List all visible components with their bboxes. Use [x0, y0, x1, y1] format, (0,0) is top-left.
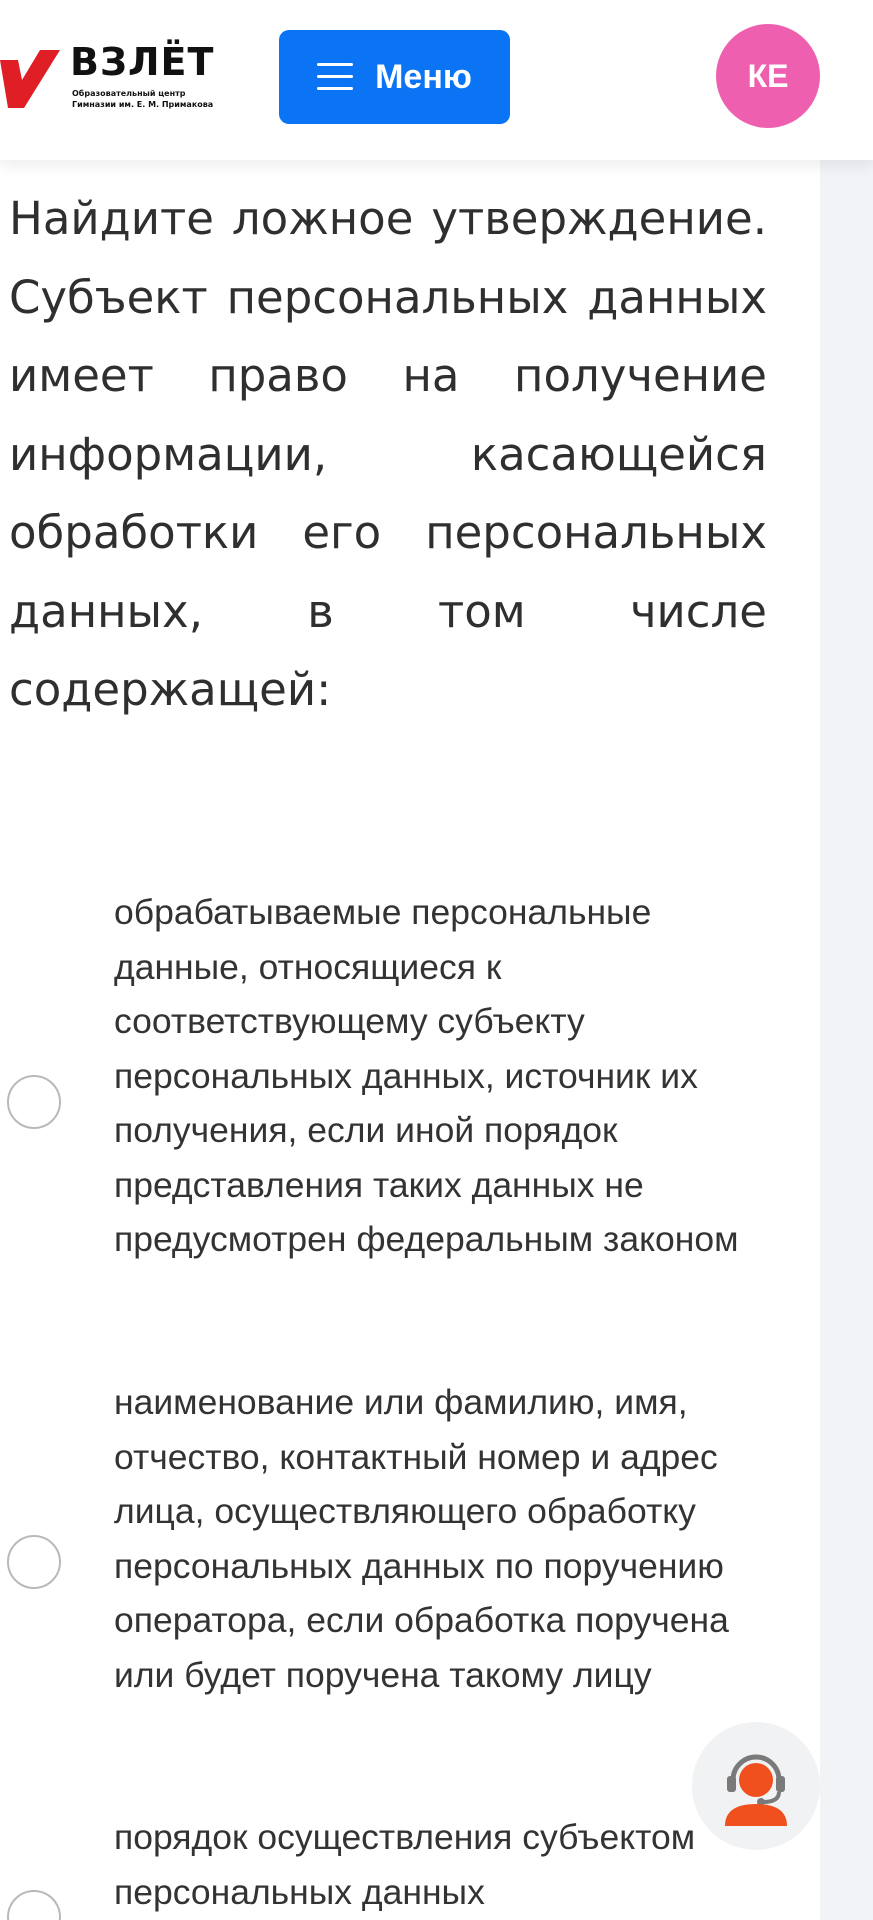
logo-title: ВЗЛЁТ: [70, 40, 215, 84]
avatar[interactable]: КЕ: [716, 24, 820, 128]
radio-button[interactable]: [7, 1890, 61, 1920]
radio-button[interactable]: [7, 1075, 61, 1129]
checkmark-logo-icon: [0, 50, 60, 108]
menu-label: Меню: [375, 57, 472, 96]
logo-subtitle-line1: Образовательный центр: [72, 89, 186, 98]
answer-option-text[interactable]: наименование или фамилию, имя, отчество, контактный номер и адрес лица, осуществляющего обработку персональных данных по поручению оператора, если обработка поручена или будет поручена такому лицу: [114, 1382, 729, 1695]
logo-subtitle-line2: Гимназии им. Е. М. Примакова: [72, 100, 214, 109]
question-text: Найдите ложное утверждение. Субъект персональных данных имеет право на получение информации, касающейся обработки его персональных данных, в том числе содержащей:: [9, 192, 767, 716]
page-side-strip: [820, 160, 873, 1920]
menu-button[interactable]: [279, 30, 510, 124]
answer-option-text[interactable]: порядок осуществления субъектом персональных данных: [114, 1817, 696, 1912]
support-operator-icon: [719, 1746, 793, 1826]
support-chat-button[interactable]: [692, 1722, 820, 1850]
header: [0, 0, 873, 160]
radio-button[interactable]: [7, 1535, 61, 1589]
answer-option-text[interactable]: обрабатываемые персональные данные, относящиеся к соответствующему субъекту персональных данных, источник их получения, если иной порядок представления таких данных не предусмотрен федеральным законом: [114, 892, 739, 1259]
hamburger-icon: [317, 63, 353, 91]
logo-subtitle: [72, 88, 213, 110]
logo[interactable]: [0, 40, 220, 120]
